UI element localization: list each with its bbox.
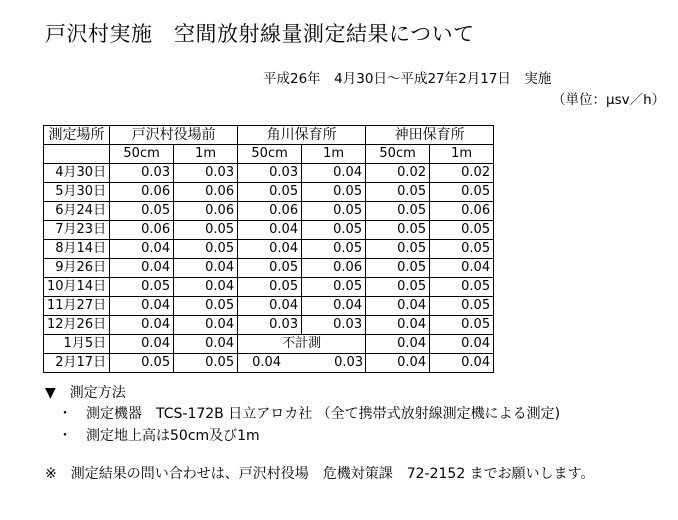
location-header: 神田保育所 [366, 126, 494, 145]
value-cell: 0.05 [430, 297, 494, 316]
value-cell: 0.02 [430, 164, 494, 183]
value-cell: 0.05 [238, 259, 302, 278]
value-cell: 0.03 [174, 164, 238, 183]
merged-value-cell [238, 354, 366, 373]
value-cell: 0.05 [366, 240, 430, 259]
empty-cell [44, 145, 110, 164]
unit-label: （単位：μsv／h） [552, 92, 666, 108]
table-row [44, 278, 494, 297]
value-cell: 0.06 [302, 259, 366, 278]
date-cell: 2月17日 [44, 354, 110, 373]
value-cell: 0.03 [238, 164, 302, 183]
value-cell: 0.05 [302, 183, 366, 202]
contact-note: ※ 測定結果の問い合わせは、戸沢村役場 危機対策課 72-2152 までお願いします。 [45, 466, 595, 482]
value-cell: 0.04 [430, 354, 494, 373]
height-header: 50cm [110, 145, 174, 164]
value-cell: 0.05 [238, 183, 302, 202]
value-cell: 0.04 [252, 355, 282, 370]
value-cell: 0.05 [430, 316, 494, 335]
method-bullet: ・ 測定地上高は50cm及び1m [58, 428, 260, 444]
location-header: 戸沢村役場前 [110, 126, 238, 145]
value-cell: 0.03 [302, 316, 366, 335]
table-row [44, 297, 494, 316]
value-cell: 0.04 [110, 297, 174, 316]
table-body [44, 164, 494, 335]
value-cell: 0.04 [430, 335, 494, 354]
value-cell: 0.05 [174, 240, 238, 259]
method-heading: ▼ 測定方法 [45, 385, 126, 401]
table-row [44, 259, 494, 278]
value-cell: 0.04 [302, 297, 366, 316]
value-cell: 0.02 [366, 164, 430, 183]
value-cell: 0.04 [110, 316, 174, 335]
value-cell: 0.04 [430, 259, 494, 278]
value-cell: 0.05 [366, 259, 430, 278]
value-cell: 0.04 [238, 240, 302, 259]
value-cell: 0.04 [238, 297, 302, 316]
value-cell: 0.04 [302, 164, 366, 183]
table-row [44, 354, 494, 373]
value-cell: 0.05 [174, 354, 238, 373]
value-cell: 0.03 [334, 355, 364, 370]
value-cell: 0.06 [238, 202, 302, 221]
value-cell: 0.04 [238, 221, 302, 240]
corner-header: 測定場所 [44, 126, 110, 145]
value-cell: 0.05 [366, 221, 430, 240]
date-cell: 6月24日 [44, 202, 110, 221]
date-cell: 8月14日 [44, 240, 110, 259]
date-cell: 11月27日 [44, 297, 110, 316]
table-row [44, 202, 494, 221]
value-cell: 0.04 [110, 240, 174, 259]
value-cell: 0.04 [174, 259, 238, 278]
value-cell: 0.05 [430, 278, 494, 297]
table-row [44, 164, 494, 183]
value-cell: 0.05 [366, 202, 430, 221]
value-cell: 0.06 [110, 221, 174, 240]
table-header-locations [44, 126, 494, 145]
date-cell: 4月30日 [44, 164, 110, 183]
value-cell: 0.05 [174, 221, 238, 240]
height-header: 50cm [238, 145, 302, 164]
value-cell: 0.06 [174, 183, 238, 202]
height-header: 1m [174, 145, 238, 164]
value-cell: 0.05 [110, 278, 174, 297]
value-cell: 0.05 [302, 202, 366, 221]
value-cell: 0.05 [366, 278, 430, 297]
value-cell: 0.05 [430, 240, 494, 259]
location-header: 角川保育所 [238, 126, 366, 145]
date-cell: 7月23日 [44, 221, 110, 240]
value-cell: 0.06 [174, 202, 238, 221]
not-measured-cell: 不計測 [238, 335, 366, 354]
value-cell: 0.06 [110, 183, 174, 202]
value-cell: 0.04 [366, 354, 430, 373]
date-cell: 5月30日 [44, 183, 110, 202]
value-cell: 0.05 [110, 202, 174, 221]
value-cell: 0.06 [430, 202, 494, 221]
value-cell: 0.04 [110, 259, 174, 278]
value-cell: 0.05 [366, 183, 430, 202]
height-header: 1m [302, 145, 366, 164]
value-cell: 0.04 [366, 316, 430, 335]
value-cell: 0.05 [302, 278, 366, 297]
value-cell: 0.03 [110, 164, 174, 183]
table-row [44, 240, 494, 259]
value-cell: 0.03 [238, 316, 302, 335]
table-row [44, 316, 494, 335]
value-cell: 0.04 [174, 335, 238, 354]
date-cell: 9月26日 [44, 259, 110, 278]
value-cell: 0.05 [174, 297, 238, 316]
value-cell: 0.04 [174, 278, 238, 297]
value-cell: 0.05 [238, 278, 302, 297]
measurement-period: 平成26年 4月30日～平成27年2月17日 実施 [263, 71, 552, 87]
value-cell: 0.04 [366, 335, 430, 354]
table-row [44, 221, 494, 240]
height-header: 50cm [366, 145, 430, 164]
page-title: 戸沢村実施 空間放射線量測定結果について [45, 22, 475, 46]
date-cell: 10月14日 [44, 278, 110, 297]
date-cell: 1月5日 [44, 335, 110, 354]
table-header-heights [44, 145, 494, 164]
value-cell: 0.05 [110, 354, 174, 373]
value-cell: 0.05 [302, 221, 366, 240]
value-cell: 0.05 [302, 240, 366, 259]
table-row [44, 183, 494, 202]
height-header: 1m [430, 145, 494, 164]
method-bullet: ・ 測定機器 TCS-172B 日立アロカ社 （全て携帯式放射線測定機による測定) [58, 406, 561, 422]
measurement-table [43, 125, 494, 373]
table-row [44, 335, 494, 354]
value-cell: 0.04 [366, 297, 430, 316]
value-cell: 0.05 [430, 221, 494, 240]
value-cell: 0.05 [430, 183, 494, 202]
value-cell: 0.04 [174, 316, 238, 335]
date-cell: 12月26日 [44, 316, 110, 335]
value-cell: 0.04 [110, 335, 174, 354]
